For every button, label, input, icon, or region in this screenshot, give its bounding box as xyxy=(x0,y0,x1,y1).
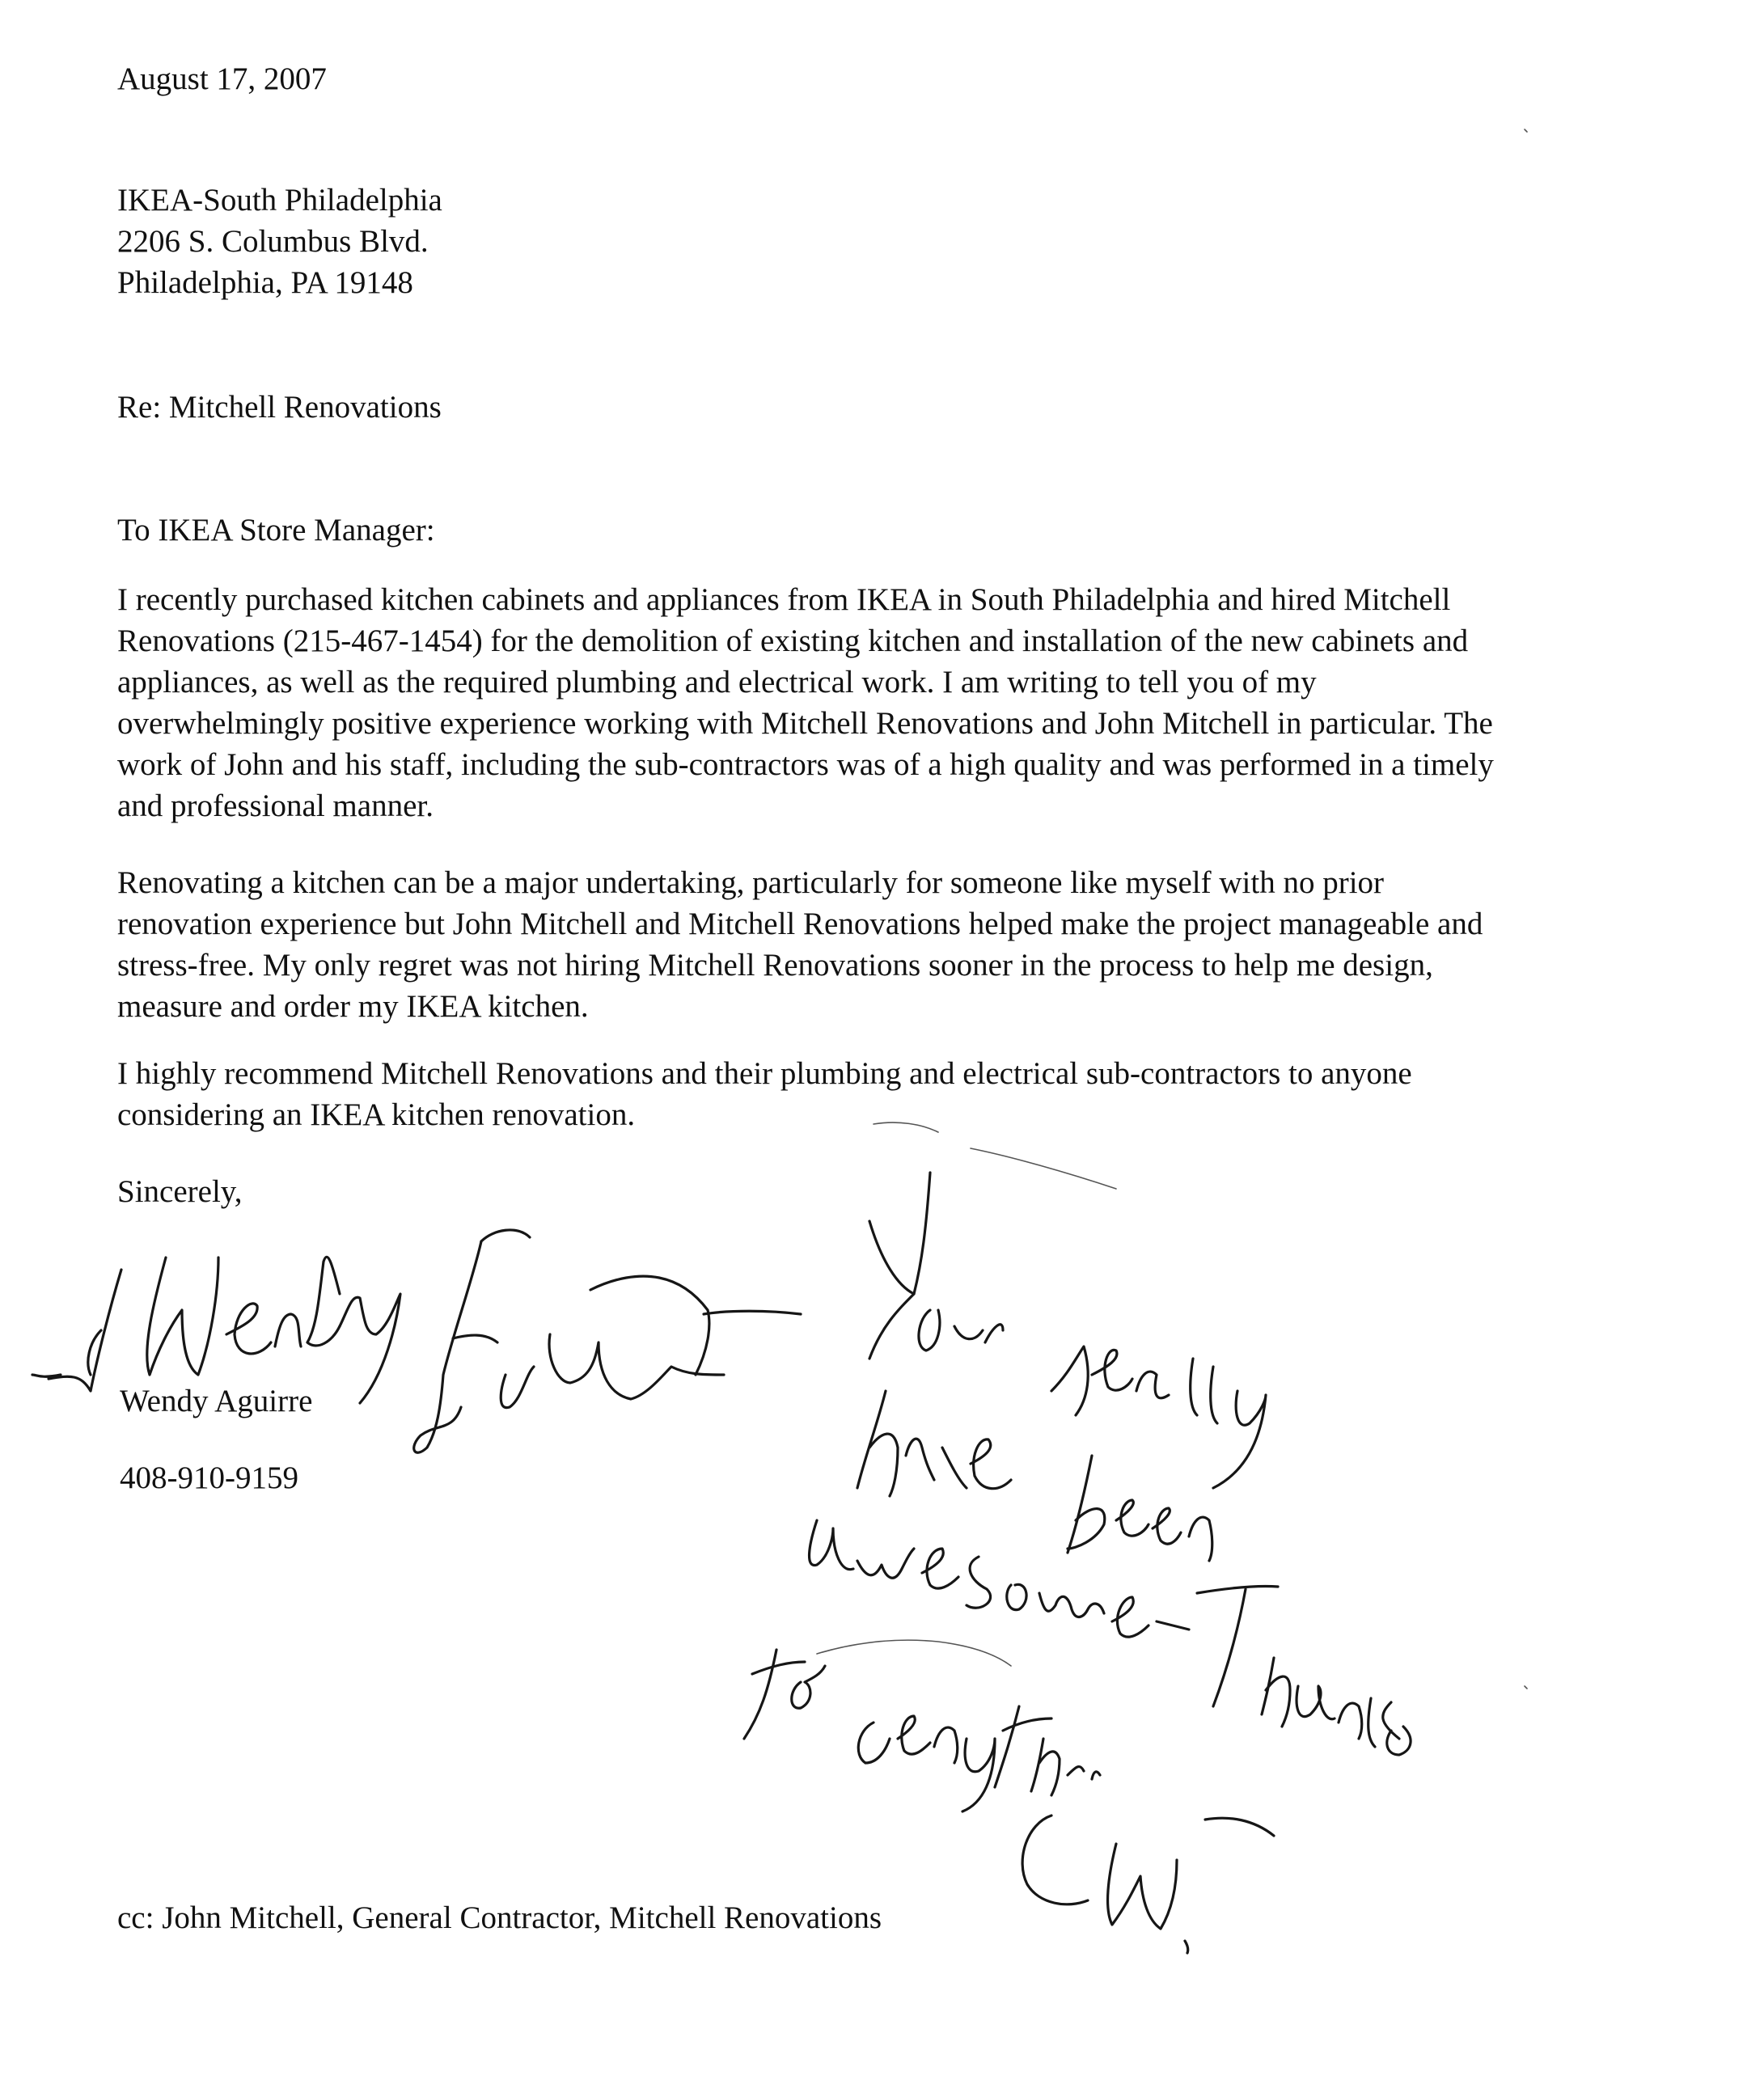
recipient-address xyxy=(117,180,442,303)
paragraph-line: I highly recommend Mitchell Renovations and their plumbing and electrical sub-contractors to anyone xyxy=(117,1056,1412,1091)
subject-line: Re: Mitchell Renovations xyxy=(117,390,442,425)
letter-date: August 17, 2007 xyxy=(117,61,327,96)
cc-line xyxy=(117,1897,882,1939)
paragraph-line: I recently purchased kitchen cabinets and appliances from IKEA in South Philadelphia and hired Mitchell xyxy=(117,582,1451,617)
body-paragraph-3 xyxy=(117,1053,1694,1135)
handwritten-note xyxy=(744,1173,1411,1811)
signer-phone: 408-910-9159 xyxy=(120,1460,298,1495)
paragraph-line: stress-free. My only regret was not hiring Mitchell Renovations sooner in the process to help me design, xyxy=(117,948,1433,983)
paragraph-line: work of John and his staff, including the sub-contractors was of a high quality and was performed in a timely xyxy=(117,747,1494,782)
salutation: To IKEA Store Manager: xyxy=(117,513,435,547)
paragraph-line: renovation experience but John Mitchell and Mitchell Renovations helped make the project manageable and xyxy=(117,907,1483,941)
signer-name: Wendy Aguirre xyxy=(120,1384,313,1418)
body-paragraph-1 xyxy=(117,579,1694,826)
paragraph-line: considering an IKEA kitchen renovation. xyxy=(117,1097,636,1132)
paragraph-line: Renovating a kitchen can be a major undertaking, particularly for someone like myself with no prior xyxy=(117,865,1385,900)
paragraph-line: overwhelmingly positive experience working with Mitchell Renovations and John Mitchell in particular. The xyxy=(117,706,1493,741)
paragraph-line: appliances, as well as the required plumbing and electrical work. I am writing to tell you of my xyxy=(117,665,1317,700)
paragraph-line: measure and order my IKEA kitchen. xyxy=(117,989,589,1024)
address-line: 2206 S. Columbus Blvd. xyxy=(117,224,429,259)
body-paragraph-2 xyxy=(117,862,1694,1027)
address-line: Philadelphia, PA 19148 xyxy=(117,265,413,300)
handwritten-initials xyxy=(1022,1816,1274,1953)
closing: Sincerely, xyxy=(117,1174,243,1209)
address-line: IKEA-South Philadelphia xyxy=(117,183,442,218)
cc-text: cc: John Mitchell, General Contractor, Mitchell Renovations xyxy=(117,1900,882,1935)
paragraph-line: Renovations (215-467-1454) for the demolition of existing kitchen and installation of the new cabinets and xyxy=(117,624,1469,658)
paragraph-line: and professional manner. xyxy=(117,788,434,823)
